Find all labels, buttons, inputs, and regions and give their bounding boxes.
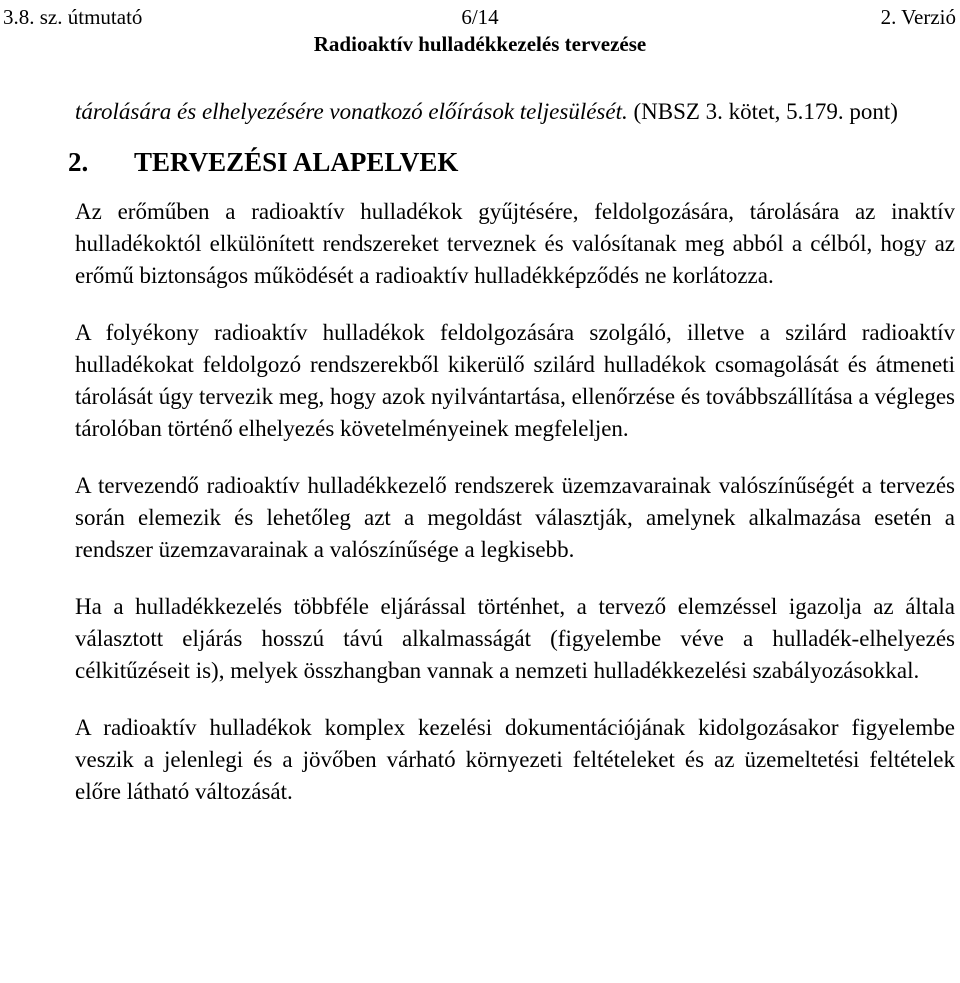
document-body [68,96,955,808]
section-heading [68,145,955,179]
page-header [0,0,960,60]
paragraph-5: A radioaktív hulladékok komplex kezelési dokumentációjának kidolgozásakor figyelembe veszik a jelenlegi és a jövőben várható környezeti feltételeket és az üzemeltetési feltételek előre látható változását. [75,715,955,804]
paragraph-4: Ha a hulladékkezelés többféle eljárással történhet, a tervező elemzéssel igazolja az általa választott eljárás hosszú távú alkalmasságát (figyelembe véve a hulladék-elhelyezés célkitűzéseit is), melyek összhangban vannak a nemzeti hulladékkezelési szabályozásokkal. [75,594,955,683]
paragraph-3: A tervezendő radioaktív hulladékkezelő rendszerek üzemzavarainak valószínűségét a tervezés során elemezik és lehetőleg azt a megoldást választják, amelynek alkalmazása esetén a rendszer üzemzavarainak a valószínűsége a legkisebb. [75,473,955,562]
paragraph-2: A folyékony radioaktív hulladékok feldolgozására szolgáló, illetve a szilárd radioaktív hulladékokat feldolgozó rendszerekből kikerülő szilárd hulladékok csomagolását és átmeneti tárolását úgy tervezik meg, hogy azok nyilvántartása, ellenőrzése és továbbszállítása a végleges tárolóban történő elhelyezés követelményeinek megfeleljen. [75,320,955,441]
page-number: 6/14 [461,5,499,29]
intro-reference: (NBSZ 3. kötet, 5.179. pont) [627,99,898,124]
guide-number: 3.8. sz. útmutató [3,5,143,29]
paragraph-1: Az erőműben a radioaktív hulladékok gyűjtésére, feldolgozására, tárolására az inaktív hulladékoktól elkülönített rendszereket terveznek és valósítanak meg abból a célból, hogy az erőmű biztonságos működését a radioaktív hulladékképződés ne korlátozza. [75,199,955,288]
version-label: 2. Verzió [880,5,956,29]
intro-italic-text: tárolására és elhelyezésére vonatkozó előírások teljesülését. [75,99,628,124]
document-title: Radioaktív hulladékkezelés tervezése [313,32,647,56]
intro-paragraph [75,96,955,128]
section-number: 2. [68,147,89,177]
section-title: TERVEZÉSI ALAPELVEK [134,147,459,177]
